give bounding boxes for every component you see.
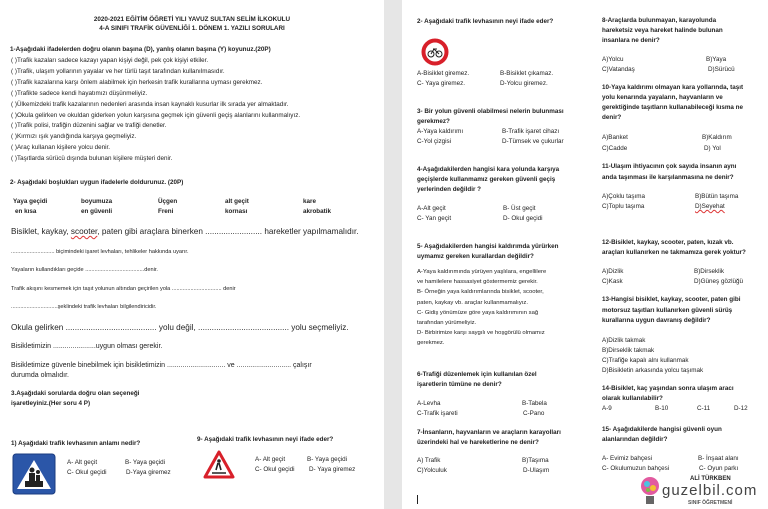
- page-gap: [384, 0, 402, 509]
- option[interactable]: D)Seyehat: [695, 203, 725, 210]
- option[interactable]: A)Çoklu taşıma: [602, 193, 646, 200]
- option[interactable]: D- Yaya giremez: [309, 466, 356, 473]
- fill-sentence-7: Bisikletimizin ......................uygun olması gerekir.: [11, 343, 163, 350]
- list-item: ( )Trafik, ulaşım yollarının yayalar ve her türlü taşıt tarafından kullanılmasıdır.: [11, 67, 225, 75]
- option[interactable]: A)Banket: [602, 134, 628, 141]
- mc12-question: 12-Bisiklet, kaykay, scooter, paten, kızak vb.: [602, 239, 734, 246]
- mc13-question: 13-Hangisi bisiklet, kaykay, scooter, paten gibi: [602, 296, 741, 303]
- fill-sentence-2: ............................ biçimindeki işaret levhaları, tehlikeler hakkında uyarır.: [11, 249, 189, 255]
- mc15-question: alanlarından değildir?: [602, 436, 668, 443]
- option[interactable]: C- Okulumuzun bahçesi: [602, 465, 670, 472]
- mc8-question: insanlara ne denir?: [602, 37, 660, 44]
- mc6-question: 6-Trafiği düzenlemek için kullanılan özel: [417, 371, 537, 378]
- list-item: ve hamilelere hassasiyet göstermemiz gerekir.: [417, 279, 538, 286]
- option[interactable]: B-Bisiklet çıkamaz.: [500, 70, 554, 77]
- option[interactable]: C- Okul geçidi: [255, 466, 295, 473]
- option[interactable]: B)Dirseklik takmak: [602, 347, 655, 354]
- mc10-question: 10-Yaya kaldırımı olmayan kara yollarında, taşıt: [602, 84, 744, 91]
- pedestrian-crossing-sign-icon: [12, 453, 56, 495]
- option[interactable]: A- Alt geçit: [255, 456, 286, 463]
- watermark-site: guzelbil.com: [662, 482, 758, 499]
- mc4-question: 4-Aşağıdakilerden hangisi kara yolunda karşıya: [417, 166, 560, 173]
- fill-sentence-4: Trafik akışını kesmemek için taşıt yolunun altından geçirilen yola ................................ denir: [11, 286, 236, 292]
- option[interactable]: A- Alt geçit: [67, 459, 98, 466]
- list-item: C- Gidiş yönümüze göre yaya kaldırımının sağ: [417, 309, 539, 316]
- fill-sentence-1: [11, 227, 359, 237]
- option[interactable]: B- Yaya geçidi: [125, 459, 166, 466]
- mc1-question: 1) Aşağıdaki trafik levhasının anlamı nedir?: [11, 440, 141, 447]
- header-line2: 4-A SINIFI TRAFİK GÜVENLİĞİ 1. DÖNEM 1. YAZILI SORULARI: [99, 25, 285, 32]
- option[interactable]: C)Vatandaş: [602, 66, 635, 73]
- mc13-question: kurallarına uygun davranış değildir?: [602, 317, 711, 324]
- list-item: D- Birbirimize karşı saygılı ve hoşgörülü olmamız: [417, 330, 545, 337]
- option[interactable]: B- Yaya geçidi: [307, 456, 348, 463]
- watermark-role: SINIF ÖĞRETMENİ: [688, 500, 733, 506]
- fill-sentence-5: ..............................şeklindeki trafik levhaları bilgilendiricidir.: [11, 304, 157, 310]
- option[interactable]: D-Tümsek ve çukurlar: [502, 138, 564, 145]
- option[interactable]: A- Evimiz bahçesi: [602, 455, 653, 462]
- list-item: ( )Trafik polisi, trafiğin düzenini sağlar ve trafiği denetler.: [11, 122, 167, 130]
- watermark-name: ALİ TÜRKBEN: [690, 476, 731, 482]
- list-item: ( )Araç kullanan kişilere yolcu denir.: [11, 144, 111, 152]
- option[interactable]: B)Taşıma: [522, 457, 549, 464]
- q3-title: 3.Aşağıdaki sorularda doğru olan seçeneği: [11, 390, 140, 397]
- list-item: A-Yaya kaldırımında yürüyen yaşlılara, engellilere: [417, 269, 547, 275]
- q1-title: 1-Aşağıdaki ifadelerden doğru olanın başına (D), yanlış olanın başına (Y) koyunuz.(20P): [10, 46, 271, 53]
- header-line1: 2020-2021 EĞİTİM ÖĞRETİ YILI YAVUZ SULTAN SELİM İLKOKULU: [93, 16, 291, 23]
- word: boyumuza: [81, 198, 113, 205]
- no-bicycles-sign-icon: [421, 38, 449, 66]
- list-item: ( )Trafikte sadece kendi hayatımızı düşünmeliyiz.: [11, 89, 148, 97]
- option[interactable]: A)Dizlik takmak: [602, 337, 646, 344]
- option[interactable]: C)Kask: [602, 278, 623, 285]
- option[interactable]: C-Trafik işareti: [417, 410, 458, 417]
- option[interactable]: D) Yol: [704, 145, 721, 152]
- option[interactable]: C)Trafiğe kapalı alnı kullanmak: [602, 357, 689, 364]
- word: kare: [303, 198, 316, 205]
- option[interactable]: D-Ulaşım: [523, 467, 550, 474]
- list-item: ( )Trafik kazaları sadece kazayı yapan kişiyi değil, pek çok kişiyi etkiler.: [11, 57, 209, 64]
- list-item: tarafından yürümeliyiz.: [417, 320, 477, 326]
- lightbulb-logo-icon: [640, 476, 660, 508]
- mc4-question: geçişlerde kullanmamız gereken güvenli geçiş: [417, 176, 556, 183]
- option[interactable]: C- Oyun parkı: [699, 465, 739, 472]
- option[interactable]: C- Okul geçidi: [67, 469, 107, 476]
- word: Yaya geçidi: [13, 198, 48, 205]
- option[interactable]: B-Trafik işaret cihazı: [502, 128, 560, 135]
- option[interactable]: A-Levha: [417, 400, 441, 407]
- mc15-question: 15- Aşağıdakilerde hangisi güvenli oyun: [602, 426, 722, 433]
- text: scooter: [70, 227, 98, 236]
- fill-sentence-8: Bisikletimize güvenle binebilmek için bisikletimizin .............................. ve ............................ çalışır: [11, 362, 312, 369]
- mc14-question: olarak kullanılabilir?: [602, 395, 663, 402]
- list-item: ( )Ülkemizdeki trafik kazalarının nedenleri arasında insan kaynaklı kusurlar ilk sırada yer almaktadır.: [11, 100, 289, 108]
- mc14-question: 14-Bisiklet, kaç yaşından sonra ulaşım aracı: [602, 385, 734, 392]
- option[interactable]: B)Yaya: [706, 56, 727, 63]
- word: kornası: [225, 208, 248, 215]
- mc9-question: 9- Aşağıdaki trafik levhasının neyi ifade eder?: [197, 436, 334, 443]
- option[interactable]: C-Yol çizgisi: [417, 138, 452, 145]
- option[interactable]: A)Yolcu: [602, 56, 624, 63]
- option[interactable]: A-Alt geçit: [417, 205, 446, 212]
- text-cursor: [417, 495, 418, 504]
- word: en güvenli: [81, 208, 113, 215]
- option[interactable]: C)Cadde: [602, 145, 628, 152]
- option[interactable]: B-10: [655, 405, 669, 412]
- q2-title: 2- Aşağıdaki boşlukları uygun ifadelerle doldurunuz. (20P): [10, 179, 184, 186]
- option[interactable]: B- İnşaat alanı: [698, 455, 739, 462]
- pedestrian-warning-sign-icon: [203, 450, 235, 480]
- mc13-question: motorsuz taşıtları kullanırken güvenli sürüş: [602, 307, 733, 314]
- option[interactable]: D)Sürücü: [708, 66, 735, 73]
- option[interactable]: C-Pano: [523, 410, 545, 417]
- word: Üçgen: [158, 198, 178, 205]
- word: akrobatik: [303, 208, 331, 215]
- option[interactable]: B)Kaldırım: [702, 134, 732, 141]
- mc10-question: gerektiğinde taşıtların kullanabileceği kısma ne: [602, 104, 744, 111]
- text: Bisiklet, kaykay,: [11, 227, 71, 236]
- mc11-question: anda taşınması ile karşılanmasına ne denir?: [602, 174, 734, 181]
- option[interactable]: C-11: [697, 405, 711, 412]
- mc7-question: 7-İnsanların, hayvanların ve araçların karayolları: [417, 429, 561, 436]
- option[interactable]: B)Bütün taşıma: [695, 193, 739, 200]
- mc10-question: yolu kenarında yayaların, hayvanların ve: [602, 94, 723, 101]
- list-item: ( )Taşıtlarda sürücü dışında bulunan kişilere müşteri denir.: [11, 155, 173, 163]
- option[interactable]: C- Yan geçit: [417, 215, 452, 222]
- mc2-question: 2- Aşağıdaki trafik levhasının neyi ifade eder?: [417, 18, 554, 25]
- mc6-question: işaretlerin tümüne ne denir?: [417, 381, 502, 388]
- option[interactable]: B- Üst geçit: [503, 205, 536, 212]
- fill-sentence-6: Okula gelirken ........................................ yolu değil, ........................................ yolu seçmeliyiz.: [11, 323, 349, 332]
- option[interactable]: A)Dizlik: [602, 268, 624, 275]
- word: en kısa: [15, 208, 37, 215]
- option[interactable]: A-Yaya kaldırımı: [417, 128, 464, 135]
- fill-sentence-3: Yayaların kullandıkları geçide ......................................denir.: [11, 267, 158, 273]
- option[interactable]: C)Yolculuk: [417, 467, 447, 474]
- mc8-question: hareketsiz veya hareket halinde bulunan: [602, 27, 723, 34]
- list-item: B- Örneğin yaya kaldırımlarında bisiklet, scooter,: [417, 289, 544, 296]
- option[interactable]: A) Trafik: [417, 457, 441, 464]
- option[interactable]: D-12: [734, 405, 748, 412]
- option[interactable]: D- Okul geçidi: [503, 215, 543, 222]
- mc12-question: araçları kullanırken ne takmamıza gerek yoktur?: [602, 249, 746, 256]
- mc5-question: 5- Aşağıdakilerden hangisi kaldırımda yürürken: [417, 243, 559, 250]
- option[interactable]: D-Yaya giremez: [126, 469, 171, 476]
- q3-title: işaretleyiniz.(Her soru 4 P): [11, 400, 91, 407]
- list-item: paten, kaykay vb. araçlar kullanmamalıyız.: [417, 299, 528, 306]
- mc10-question: denir?: [602, 114, 622, 121]
- option[interactable]: A-Bisiklet giremez.: [417, 70, 470, 77]
- mc8-question: 8-Araçlarda bulunmayan, karayolunda: [602, 17, 717, 24]
- mc11-question: 11-Ulaşım ihtiyacının çok sayıda insanın aynı: [602, 163, 737, 170]
- list-item: ( )Kırmızı ışık yandığında karşıya geçmeliyiz.: [11, 133, 137, 141]
- option[interactable]: B-Tabela: [522, 400, 547, 407]
- option[interactable]: D)Bisikletin arkasında yolcu taşımak: [602, 367, 704, 374]
- list-item: ( )Okula gelirken ve okuldan giderken yolun karşısına geçmek için güvenli geçiş alanlarını kullanmalıyız.: [11, 111, 301, 119]
- word: Freni: [158, 208, 174, 215]
- fill-sentence-9: durumda olmalıdır.: [11, 372, 69, 379]
- option[interactable]: C- Yaya giremez.: [417, 80, 466, 87]
- list-item: ( )Trafik kazalarına karşı önlem alabilmek için herkesin trafik kurallarına uyması gerekmez.: [11, 78, 263, 86]
- mc3-question: gerekmez?: [417, 118, 450, 125]
- option[interactable]: D-Yolcu giremez.: [500, 80, 548, 87]
- mc4-question: yerlerinden değildir ?: [417, 186, 482, 193]
- word: alt geçit: [225, 198, 249, 205]
- text: , paten gibi araçlara binerken ......................... hareketler yapılmamalıdır.: [97, 227, 359, 236]
- option[interactable]: C)Toplu taşıma: [602, 203, 645, 210]
- mc5-question: uymamız gereken kurallardan değildir?: [417, 253, 534, 260]
- option[interactable]: B)Dirseklik: [694, 268, 725, 275]
- mc3-question: 3- Bir yolun güvenli olabilmesi nelerin bulunması: [417, 108, 564, 115]
- option[interactable]: D)Güneş gözlüğü: [694, 278, 744, 285]
- mc7-question: üzerindeki hal ve hareketlerine ne denir?: [417, 439, 539, 446]
- option[interactable]: A-9: [602, 405, 612, 412]
- list-item: gerekmez.: [417, 340, 445, 347]
